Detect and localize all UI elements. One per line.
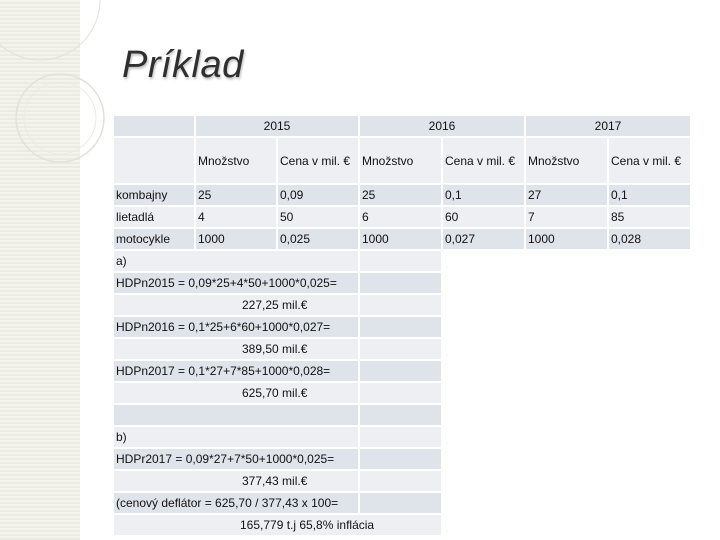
row-label: lietadlá [114, 207, 194, 227]
deflator-formula: (cenový deflátor = 625,70 / 377,43 x 100= [114, 493, 358, 513]
hdp-2017-result [114, 383, 358, 403]
table-cell: 0,1 [443, 185, 524, 205]
table-cell: 85 [609, 207, 690, 227]
table-cell: 50 [278, 207, 358, 227]
hdp-2016-formula: HDPn2016 = 0,1*25+6*60+1000*0,027= [114, 317, 358, 337]
col-header: Cena v mil. € [443, 138, 524, 183]
calc-row [114, 405, 690, 425]
col-header: Množstvo [196, 138, 276, 183]
table-cell: 0,025 [278, 229, 358, 249]
table-cell: 7 [526, 207, 607, 227]
table-cell: 25 [196, 185, 276, 205]
table-cell: 1000 [196, 229, 276, 249]
calc-row [114, 317, 690, 337]
year-2015: 2015 [196, 116, 358, 136]
hdp-real-2017-formula: HDPr2017 = 0,09*27+7*50+1000*0,025= [114, 449, 358, 469]
table-cell: 1000 [526, 229, 607, 249]
col-header: Množstvo [526, 138, 607, 183]
table-row [114, 229, 690, 249]
year-2017: 2017 [526, 116, 690, 136]
calc-row [114, 361, 690, 381]
slide-title: Príklad [122, 44, 244, 86]
hdp-2015-result: 227,25 mil.€ [114, 295, 358, 315]
table-cell: 6 [360, 207, 441, 227]
calc-row [114, 383, 690, 403]
hdp-2015-formula: HDPn2015 = 0,09*25+4*50+1000*0,025= [114, 273, 358, 293]
deflator-result: 165,779 t.j 65,8% inflácia [114, 515, 441, 535]
calc-row [114, 251, 690, 271]
calc-row [114, 273, 690, 293]
hdp-2017-result-unit: mil.€ [278, 386, 308, 400]
calc-row [114, 427, 690, 447]
col-header: Množstvo [360, 138, 441, 183]
calc-row [114, 493, 690, 513]
decorative-side-band [0, 0, 80, 540]
col-header: Cena v mil. € [609, 138, 690, 183]
hdp-2017-formula: HDPn2017 = 0,1*27+7*85+1000*0,028= [114, 361, 358, 381]
hdp-2017-result-number: 625,70 [242, 386, 279, 400]
table-cell: 0,028 [609, 229, 690, 249]
table-row [114, 185, 690, 205]
calc-row [114, 515, 690, 535]
row-label: kombajny [114, 185, 194, 205]
column-header-row [114, 138, 690, 183]
table-cell: 60 [443, 207, 524, 227]
data-table [112, 114, 692, 537]
calc-row [114, 471, 690, 491]
table-cell: 1000 [360, 229, 441, 249]
table-cell: 4 [196, 207, 276, 227]
row-label: motocykle [114, 229, 194, 249]
part-b-label: b) [114, 427, 358, 447]
part-a-label: a) [114, 251, 358, 271]
table-cell: 0,027 [443, 229, 524, 249]
table-cell: 27 [526, 185, 607, 205]
calc-row [114, 295, 690, 315]
year-header-row [114, 116, 690, 136]
year-2016: 2016 [360, 116, 524, 136]
table-cell: 0,09 [278, 185, 358, 205]
hdp-real-2017-result: 377,43 mil.€ [114, 471, 358, 491]
table-cell: 25 [360, 185, 441, 205]
table-row [114, 207, 690, 227]
hdp-2016-result: 389,50 mil.€ [114, 339, 358, 359]
table-cell: 0,1 [609, 185, 690, 205]
calc-row [114, 449, 690, 469]
col-header: Cena v mil. € [278, 138, 358, 183]
calc-row [114, 339, 690, 359]
